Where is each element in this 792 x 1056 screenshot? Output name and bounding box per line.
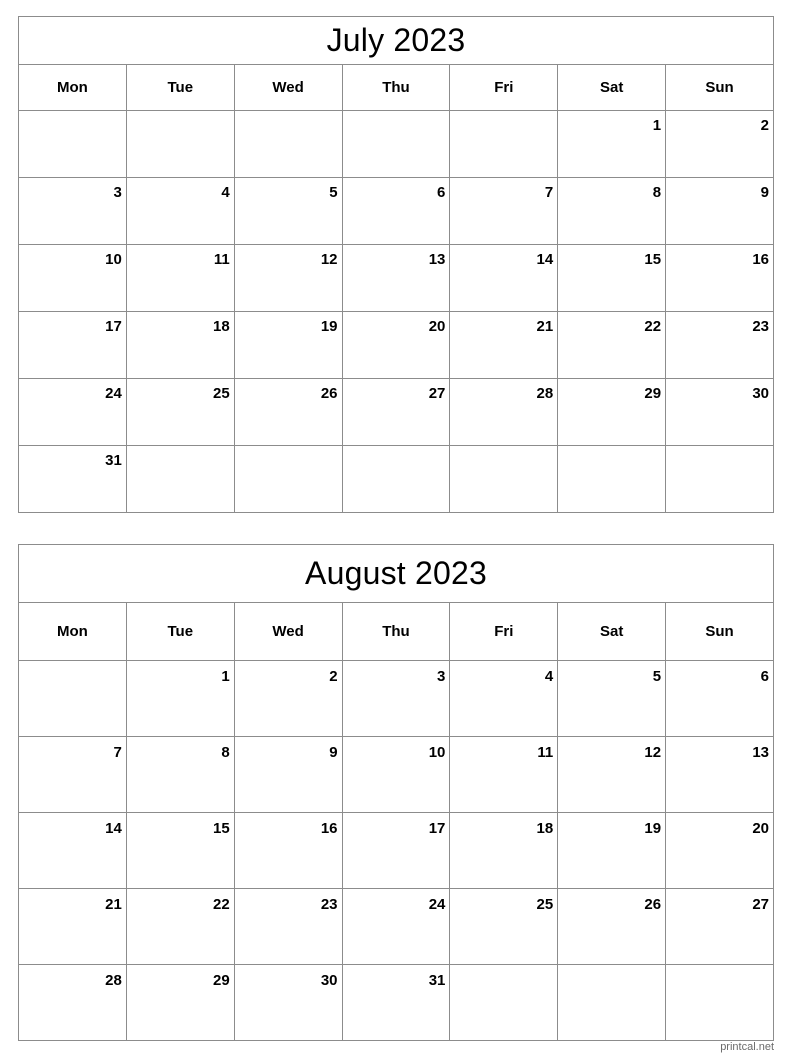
day-cell: 11 bbox=[126, 245, 234, 312]
day-cell bbox=[342, 446, 450, 513]
weekday-label: Sun bbox=[666, 603, 774, 661]
day-cell: 3 bbox=[19, 178, 127, 245]
day-cell: 31 bbox=[342, 965, 450, 1041]
day-cell: 13 bbox=[666, 737, 774, 813]
day-cell: 29 bbox=[126, 965, 234, 1041]
week-row bbox=[19, 965, 774, 1041]
weekday-label: Mon bbox=[19, 65, 127, 111]
day-cell bbox=[666, 965, 774, 1041]
calendar-august-2023 bbox=[18, 544, 774, 1041]
week-row bbox=[19, 446, 774, 513]
day-cell: 13 bbox=[342, 245, 450, 312]
day-cell: 2 bbox=[666, 111, 774, 178]
week-row bbox=[19, 312, 774, 379]
weekday-label: Sun bbox=[666, 65, 774, 111]
week-row bbox=[19, 245, 774, 312]
day-cell: 18 bbox=[126, 312, 234, 379]
day-cell: 20 bbox=[666, 813, 774, 889]
day-cell: 20 bbox=[342, 312, 450, 379]
day-cell: 4 bbox=[126, 178, 234, 245]
day-cell: 10 bbox=[342, 737, 450, 813]
day-cell bbox=[342, 111, 450, 178]
month-title: July 2023 bbox=[19, 17, 774, 65]
day-cell bbox=[126, 111, 234, 178]
day-cell: 27 bbox=[342, 379, 450, 446]
day-cell bbox=[666, 446, 774, 513]
day-cell: 30 bbox=[234, 965, 342, 1041]
weekday-label: Wed bbox=[234, 65, 342, 111]
day-cell: 25 bbox=[126, 379, 234, 446]
weekday-label: Fri bbox=[450, 603, 558, 661]
weekday-label: Mon bbox=[19, 603, 127, 661]
day-cell bbox=[234, 111, 342, 178]
day-cell: 1 bbox=[126, 661, 234, 737]
day-cell: 3 bbox=[342, 661, 450, 737]
day-cell: 7 bbox=[450, 178, 558, 245]
day-cell: 16 bbox=[234, 813, 342, 889]
day-cell: 29 bbox=[558, 379, 666, 446]
week-row bbox=[19, 379, 774, 446]
day-cell: 24 bbox=[342, 889, 450, 965]
day-cell: 5 bbox=[234, 178, 342, 245]
day-cell: 14 bbox=[450, 245, 558, 312]
day-cell bbox=[126, 446, 234, 513]
weekday-label: Tue bbox=[126, 603, 234, 661]
day-cell: 9 bbox=[666, 178, 774, 245]
day-cell: 11 bbox=[450, 737, 558, 813]
day-cell: 8 bbox=[558, 178, 666, 245]
day-cell bbox=[19, 111, 127, 178]
day-cell: 25 bbox=[450, 889, 558, 965]
day-cell: 21 bbox=[450, 312, 558, 379]
day-cell: 16 bbox=[666, 245, 774, 312]
day-cell: 24 bbox=[19, 379, 127, 446]
week-row bbox=[19, 737, 774, 813]
day-cell: 19 bbox=[558, 813, 666, 889]
day-cell: 10 bbox=[19, 245, 127, 312]
day-cell bbox=[558, 446, 666, 513]
day-cell: 19 bbox=[234, 312, 342, 379]
day-cell: 8 bbox=[126, 737, 234, 813]
day-cell: 31 bbox=[19, 446, 127, 513]
day-cell bbox=[19, 661, 127, 737]
day-cell: 27 bbox=[666, 889, 774, 965]
day-cell: 23 bbox=[234, 889, 342, 965]
weekday-label: Sat bbox=[558, 65, 666, 111]
week-row bbox=[19, 661, 774, 737]
day-cell: 22 bbox=[126, 889, 234, 965]
day-cell bbox=[450, 446, 558, 513]
day-cell: 12 bbox=[234, 245, 342, 312]
day-cell: 17 bbox=[342, 813, 450, 889]
week-row bbox=[19, 889, 774, 965]
day-cell bbox=[234, 446, 342, 513]
weekday-label: Thu bbox=[342, 603, 450, 661]
weekday-label: Fri bbox=[450, 65, 558, 111]
day-cell: 26 bbox=[234, 379, 342, 446]
day-cell: 7 bbox=[19, 737, 127, 813]
week-row bbox=[19, 178, 774, 245]
day-cell: 4 bbox=[450, 661, 558, 737]
day-cell: 1 bbox=[558, 111, 666, 178]
weekday-header-row bbox=[19, 65, 774, 111]
weekday-label: Tue bbox=[126, 65, 234, 111]
day-cell bbox=[450, 965, 558, 1041]
day-cell: 17 bbox=[19, 312, 127, 379]
day-cell: 28 bbox=[450, 379, 558, 446]
month-title: August 2023 bbox=[19, 545, 774, 603]
weekday-label: Wed bbox=[234, 603, 342, 661]
day-cell: 14 bbox=[19, 813, 127, 889]
day-cell: 12 bbox=[558, 737, 666, 813]
day-cell: 6 bbox=[342, 178, 450, 245]
weekday-label: Thu bbox=[342, 65, 450, 111]
footer-credit: printcal.net bbox=[720, 1041, 774, 1053]
weekday-header-row bbox=[19, 603, 774, 661]
day-cell: 28 bbox=[19, 965, 127, 1041]
day-cell: 21 bbox=[19, 889, 127, 965]
weekday-label: Sat bbox=[558, 603, 666, 661]
week-row bbox=[19, 111, 774, 178]
week-row bbox=[19, 813, 774, 889]
day-cell: 15 bbox=[558, 245, 666, 312]
day-cell: 15 bbox=[126, 813, 234, 889]
day-cell: 22 bbox=[558, 312, 666, 379]
calendar-july-2023 bbox=[18, 16, 774, 513]
day-cell: 26 bbox=[558, 889, 666, 965]
day-cell: 18 bbox=[450, 813, 558, 889]
day-cell: 23 bbox=[666, 312, 774, 379]
day-cell: 30 bbox=[666, 379, 774, 446]
day-cell: 9 bbox=[234, 737, 342, 813]
day-cell bbox=[450, 111, 558, 178]
day-cell: 2 bbox=[234, 661, 342, 737]
day-cell: 5 bbox=[558, 661, 666, 737]
day-cell: 6 bbox=[666, 661, 774, 737]
day-cell bbox=[558, 965, 666, 1041]
